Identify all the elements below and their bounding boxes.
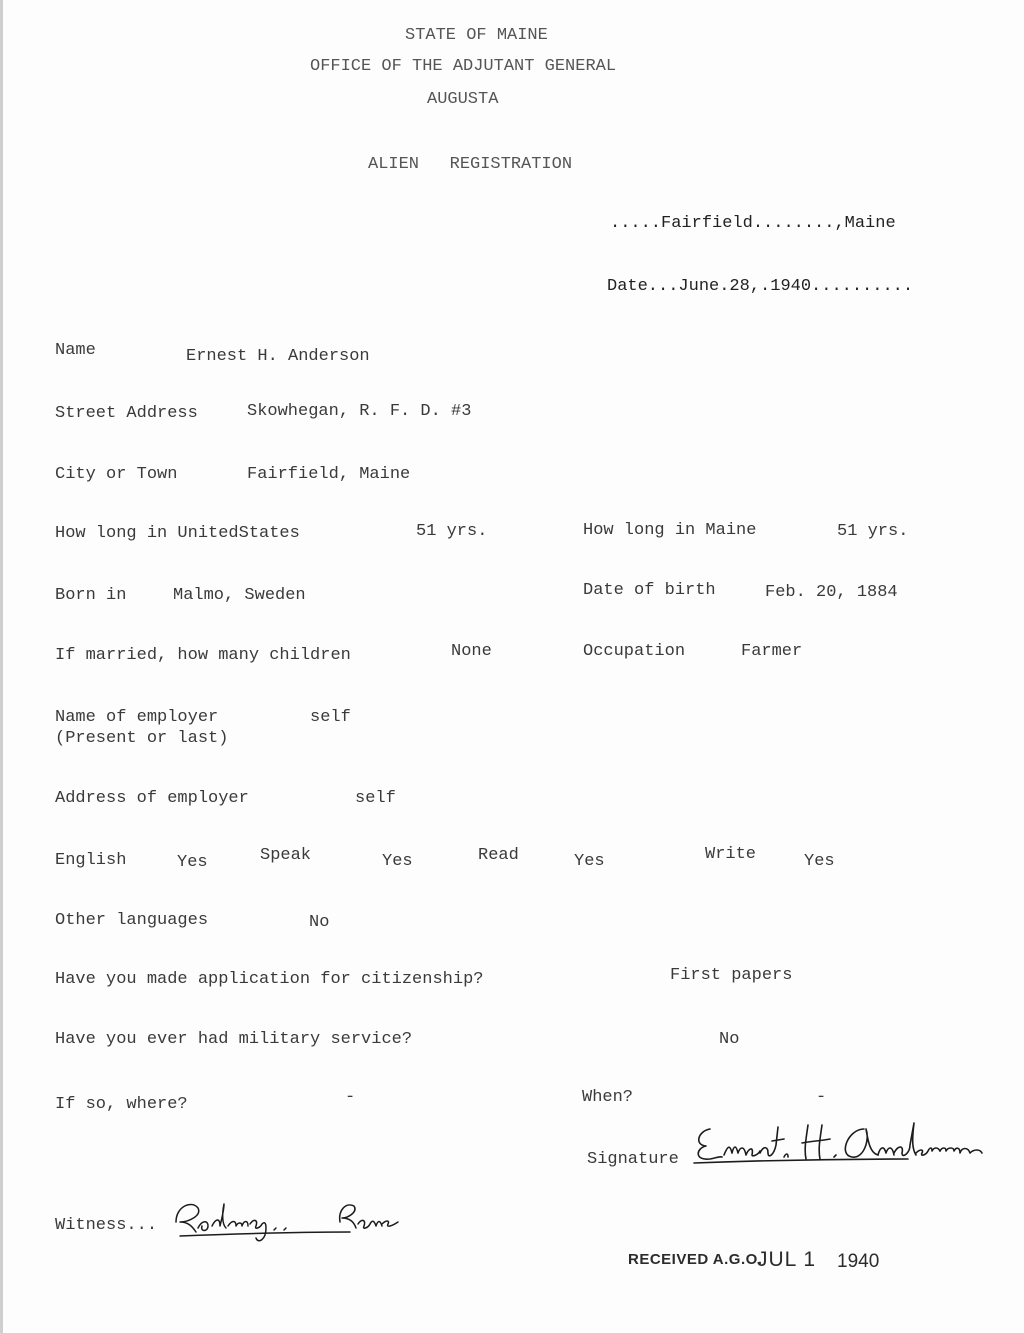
received-stamp-date: JUL 1	[757, 1248, 817, 1271]
header-office: OFFICE OF THE ADJUTANT GENERAL	[310, 57, 617, 76]
citizenship-value: First papers	[670, 966, 793, 985]
children-value: None	[451, 642, 492, 661]
signature-handwriting	[688, 1115, 1008, 1175]
maine-duration-label: How long in Maine	[583, 521, 757, 540]
service-where-label: If so, where?	[55, 1095, 188, 1114]
employer-address-label: Address of employer	[55, 789, 249, 808]
write-label: Write	[705, 845, 757, 864]
name-label: Name	[55, 341, 96, 360]
location-prefix: .....	[610, 214, 662, 233]
city-label: City or Town	[55, 465, 178, 484]
received-stamp-year: 1940	[837, 1251, 880, 1272]
occupation-label: Occupation	[583, 642, 686, 661]
english-value: Yes	[177, 853, 208, 872]
children-label: If married, how many children	[55, 646, 351, 665]
birthdate-label: Date of birth	[583, 581, 716, 600]
read-label: Read	[478, 846, 519, 865]
date-suffix: ..........	[811, 277, 914, 296]
speak-label: Speak	[260, 846, 312, 865]
name-value: Ernest H. Anderson	[186, 347, 370, 366]
birthplace-value: Malmo, Sweden	[173, 586, 306, 605]
english-label: English	[55, 851, 127, 870]
birthplace-label: Born in	[55, 586, 127, 605]
speak-value: Yes	[382, 852, 413, 871]
service-when-label: When?	[582, 1088, 634, 1107]
maine-duration-value: 51 yrs.	[837, 522, 909, 541]
military-label: Have you ever had military service?	[55, 1030, 413, 1049]
form-title: ALIEN REGISTRATION	[368, 155, 573, 174]
employer-value: self	[310, 708, 351, 727]
read-value: Yes	[574, 852, 605, 871]
location-line	[610, 214, 896, 234]
witness-handwriting	[170, 1192, 430, 1247]
witness-label: Witness...	[55, 1216, 158, 1235]
city-value: Fairfield, Maine	[247, 465, 411, 484]
birthdate-value: Feb. 20, 1884	[765, 583, 898, 602]
write-value: Yes	[804, 852, 835, 871]
header-state: STATE OF MAINE	[405, 26, 548, 45]
occupation-value: Farmer	[741, 642, 803, 661]
date-value: June.28,.1940	[678, 277, 812, 296]
received-stamp-label: RECEIVED A.G.O.	[628, 1251, 763, 1268]
service-when-value: -	[816, 1088, 827, 1107]
employer-address-value: self	[355, 789, 396, 808]
street-label: Street Address	[55, 404, 198, 423]
employer-sublabel: (Present or last)	[55, 729, 229, 748]
employer-label: Name of employer	[55, 708, 219, 727]
service-where-value: -	[345, 1088, 356, 1107]
us-duration-value: 51 yrs.	[416, 522, 488, 541]
location-town: Fairfield	[661, 214, 753, 233]
languages-label: Other languages	[55, 911, 209, 930]
scan-edge	[0, 0, 3, 1333]
street-value: Skowhegan, R. F. D. #3	[247, 402, 472, 421]
date-label: Date...	[607, 277, 679, 296]
date-line	[607, 277, 913, 297]
signature-label: Signature	[587, 1150, 679, 1169]
languages-value: No	[309, 913, 330, 932]
location-suffix: ........,Maine	[752, 214, 896, 233]
military-value: No	[719, 1030, 740, 1049]
citizenship-label: Have you made application for citizenship?	[55, 970, 484, 989]
header-city: AUGUSTA	[427, 90, 499, 109]
us-duration-label: How long in UnitedStates	[55, 524, 300, 543]
